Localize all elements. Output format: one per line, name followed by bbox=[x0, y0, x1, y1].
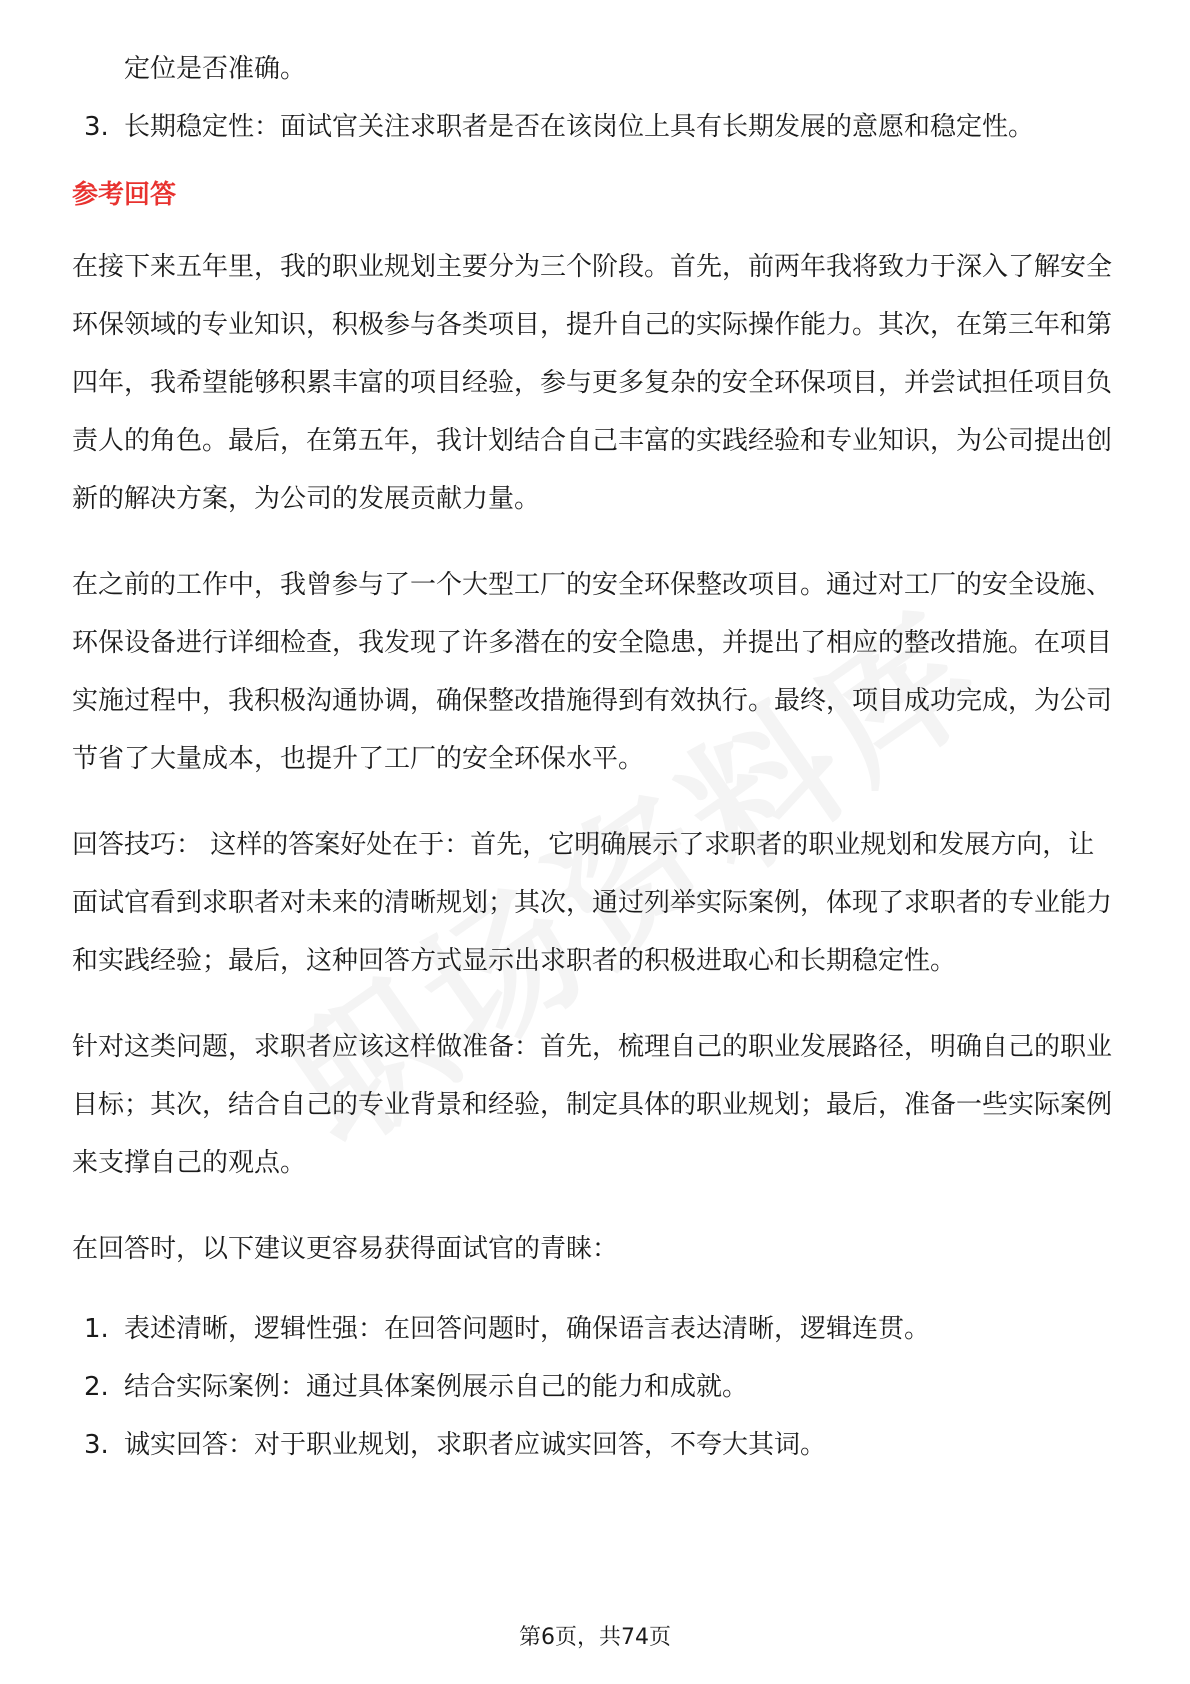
list-item bbox=[72, 1416, 1118, 1474]
section-heading: 参考回答 bbox=[72, 180, 177, 210]
list-text: 结合实际案例：通过具体案例展示自己的能力和成就。 bbox=[124, 1372, 749, 1402]
list-item bbox=[72, 1300, 1118, 1358]
paragraph-preparation: 针对这类问题，求职者应该这样做准备：首先，梳理自己的职业发展路径，明确自己的职业目标；其次，结合自己的专业背景和经验，制定具体的职业规划；最后，准备一些实际案例来支撑自己的观点。 bbox=[72, 1032, 1113, 1178]
list-number: 2. bbox=[84, 1372, 109, 1402]
list-number: 3. bbox=[84, 1430, 109, 1460]
list-text: 诚实回答：对于职业规划，求职者应诚实回答，不夸大其词。 bbox=[124, 1430, 827, 1460]
list-item-continuation: 定位是否准确。 bbox=[124, 54, 307, 84]
list-text: 表述清晰，逻辑性强：在回答问题时，确保语言表达清晰，逻辑连贯。 bbox=[124, 1314, 931, 1344]
list-item bbox=[72, 98, 1118, 156]
list-item bbox=[72, 1358, 1118, 1416]
paragraph-experience: 在之前的工作中，我曾参与了一个大型工厂的安全环保整改项目。通过对工厂的安全设施、环保设备进行详细检查，我发现了许多潜在的安全隐患，并提出了相应的整改措施。在项目实施过程中，我积极沟通协调，确保整改措施得到有效执行。最终，项目成功完成，为公司节省了大量成本，也提升了工厂的安全环保水平。 bbox=[72, 570, 1113, 774]
paragraph-plan: 在接下来五年里，我的职业规划主要分为三个阶段。首先，前两年我将致力于深入了解安全环保领域的专业知识，积极参与各类项目，提升自己的实际操作能力。其次，在第三年和第四年，我希望能够积累丰富的项目经验，参与更多复杂的安全环保项目，并尝试担任项目负责人的角色。最后，在第五年，我计划结合自己丰富的实践经验和专业知识，为公司提出创新的解决方案，为公司的发展贡献力量。 bbox=[72, 252, 1113, 514]
page-content bbox=[72, 40, 1118, 1474]
criteria-list bbox=[72, 98, 1118, 156]
list-number: 1. bbox=[84, 1314, 109, 1344]
suggestions-list bbox=[72, 1300, 1118, 1474]
list-text: 长期稳定性：面试官关注求职者是否在该岗位上具有长期发展的意愿和稳定性。 bbox=[124, 112, 1035, 142]
page-footer: 第6页，共74页 bbox=[519, 1625, 671, 1650]
paragraph-tips: 回答技巧： 这样的答案好处在于：首先，它明确展示了求职者的职业规划和发展方向，让面试官看到求职者对未来的清晰规划；其次，通过列举实际案例，体现了求职者的专业能力和实践经验；最后，这种回答方式显示出求职者的积极进取心和长期稳定性。 bbox=[72, 830, 1113, 976]
list-number: 3. bbox=[84, 112, 109, 142]
paragraph-suggestions-intro: 在回答时，以下建议更容易获得面试官的青睐： bbox=[72, 1234, 619, 1264]
